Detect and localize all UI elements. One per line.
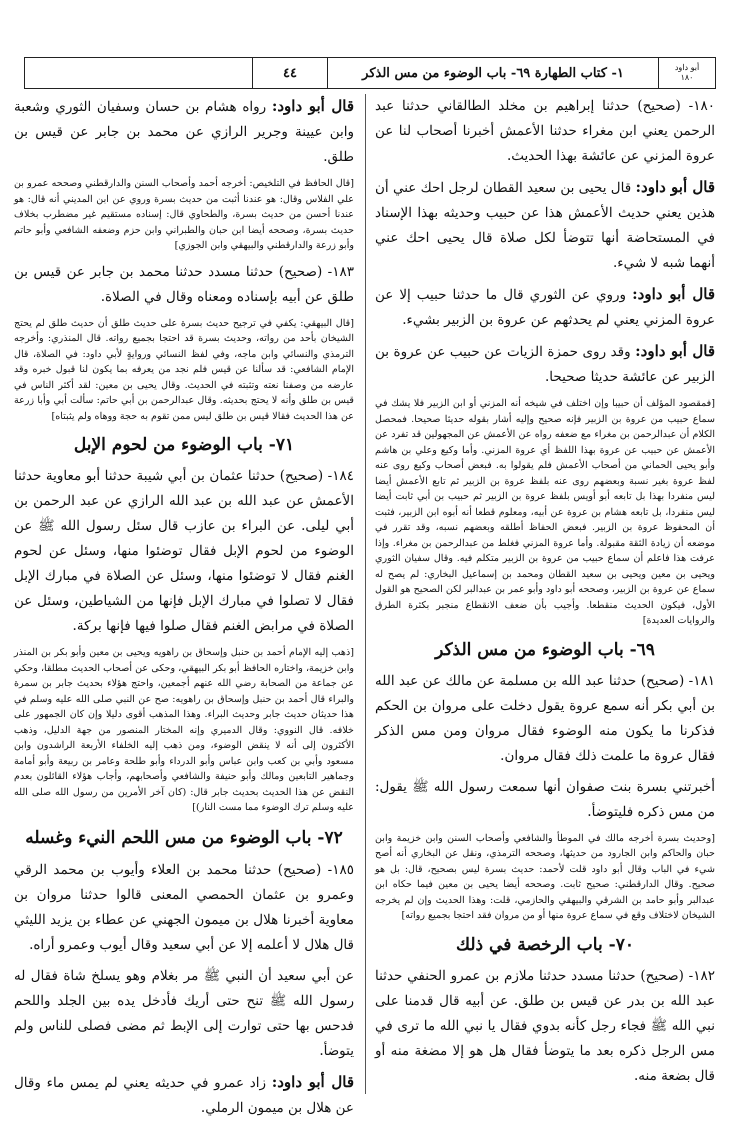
- chapter-heading-72: ٧٢- باب الوضوء من مس اللحم النيء وغسله: [25, 827, 343, 848]
- abu-dawud-remark: [375, 339, 715, 390]
- hadith-183: ١٨٣- (صحيح) حدثنا مسدد حدثنا محمد بن جابر عن قيس بن طلق عن أبيه بإسناده ومعناه وقال في الصلاة.: [14, 263, 354, 305]
- commentary-180: [فمقصود المؤلف أن حبيبا وإن اختلف في شيخه أنه المزني أو ابن الزبير فلا يشك في سماع حبيب من عروة بن الزبير فإنه صحيح وإليه أشار بقوله حديثا صحيحا. فمحصل الكلام أن عبدالرحمن بن مغراء مع ضعفه رواه عن الأعمش عن المجهولين قد تفرد عن الأعمش عن حبيب عن عروة بهذا اللفظ أي عروة المزني. وأما وكيع وعلي بن هاشم وأبو يحيى الحماني من أصحاب الأعمش فلم يقولوا به. فبعض أصحاب وكيع روى عنه لفظ عروة بغير نسبة وبعضهم روى عنه بلفظ عروة بن الزبير ثم تابع الأعمش أيضا ليس منفردا بهذا بل تابعه أبو أويس بلفظ عروة بن الزبير ثم حبيب بن أبي ثابت أيضا ليس منفردا، بل تابعه هشام بن عروة عن أبيه، ومعلوم قطعا أنه أبوه ابن الزبير، فثبت أن المحفوظ عروة بن الزبير. فبعض الحفاظ أطلقه وبعضهم نسبه، وقد تقرر في موضعه أن زيادة الثقة مقبولة. وأما عروة المزني فغلط من عبدالرحمن بن مغراء. وإذا عرفت هذا فاعلم أن سماع حبيب من عروة بن الزبير متكلم فيه. وقال سفيان الثوري ويحيى بن معين ويحيى بن سعيد القطان ومحمد بن إسماعيل البخاري: لم يصح له سماع عن عروة بن الزبير، وصححه أبو داود وأبو عمر بن عبدالبر لكن الصحيح هو القول الأول، فيكون الحديث منقطعا. وأجيب بأن ضعف الانقطاع منجبر بكثرة الطرق والروايات العديدة]: [375, 398, 715, 626]
- abu-dawud-remark: [14, 1070, 354, 1121]
- hadith-180: ١٨٠- (صحيح) حدثنا إبراهيم بن مخلد الطالقاني حدثنا عبد الرحمن يعني ابن مغراء حدثنا الأعمش أخبرنا أصحاب لنا عن عروة المزني عن عائشة بهذا الحديث.: [375, 98, 715, 164]
- header-empty-cell: [25, 58, 252, 88]
- hadith-181: ١٨١- (صحيح) حدثنا عبد الله بن مسلمة عن مالك عن عبد الله بن أبي بكر أنه سمع عروة يقول دخلت على مروان بن الحكم فذكرنا ما يكون منه الوضوء فقال مروان ومن مس الذكر فقال عروة ما علمت ذلك فقال مروان.: [375, 672, 715, 764]
- abu-dawud-label: قال أبو داود:: [635, 342, 715, 360]
- remark-text: قال يحيى بن سعيد القطان لرجل احك عني أن هذين يعني حديث الأعمش هذا عن حبيب وحديثه بهذا الإسناد في المستحاضة أنها تتوضأ لكل صلاة قال يحيى احك عني أنهما شبه لا شيء.: [375, 180, 715, 271]
- commentary-183: [قال البيهقي: يكفي في ترجيح حديث بسرة على حديث طلق أن حديث طلق لم يحتج الشيخان بأحد من رواته، وحديث بسرة قد احتجا بجميع رواته. قال المنذري: وأخرجه الترمذي والنسائي وابن ماجه، وفي لفظ النسائي وروايةٍ لأبي داود: في الصلاة، قال الإمام الشافعي: قد سألنا عن قيس فلم نجد من يعرفه بما يكون لنا قبول خبره وقد عارضه من وصفنا نعته وتثبته في الحديث. وقال يحيى بن معين: لقد أكثر الناس في قيس بن طلق وأنه لا يحتج بحديثه. وقال عبدالرحمن بن أبي حاتم: سألت أبي وأبا زرعة عن هذا الحديث فقالا قيس بن طلق ليس ممن تقوم به حجة ووهاه ولم يثبتاه]: [14, 317, 354, 422]
- header-book-cell: [658, 58, 715, 88]
- remark-text: زاد عمرو في حديثه يعني لم يمس ماء وقال عن هلال بن ميمون الرملي.: [14, 1074, 354, 1116]
- header-book-name: أبو داود: [674, 63, 700, 72]
- hadith-181-text: أخبرتني بسرة بنت صفوان أنها سمعت رسول الله ﷺ يقول: من مس ذكره فليتوضأ.: [375, 778, 715, 820]
- chapter-heading-71: ٧١- باب الوضوء من لحوم الإبل: [73, 435, 295, 455]
- remark-text: وقد روى حمزة الزيات عن حبيب عن عروة بن الزبير عن عائشة حديثا صحيحا.: [375, 344, 715, 385]
- header-title: ١- كتاب الطهارة ٦٩- باب الوضوء من مس الذكر: [327, 58, 658, 88]
- abu-dawud-label: قال أبو داود:: [271, 1072, 354, 1091]
- abu-dawud-label: قال أبو داود:: [635, 178, 716, 196]
- hadith-182: ١٨٢- (صحيح) حدثنا مسدد حدثنا ملازم بن عمرو الحنفي حدثنا عبد الله بن بدر عن قيس بن طلق. عن أبيه قال قدمنا على نبي الله ﷺ فجاء رجل كأنه بدوي فقال يا نبي الله ما ترى في مس الرجل ذكره بعد ما يتوضأ فقال هل هو إلا مضغة منه أو قال بضعة منه.: [375, 967, 715, 1084]
- remark-text: رواه هشام بن حسان وسفيان الثوري وشعبة وابن عيينة وجرير الرازي عن محمد بن جابر عن قيس بن طلق.: [14, 99, 354, 165]
- hadith-185-text: عن أبي سعيد أن النبي ﷺ مر بغلام وهو يسلخ شاة فقال له رسول الله ﷺ تنح حتى أريك فأدخل يده بين الجلد واللحم فدحس بها حتى توارت إلى الإبط ثم مضى فصلى للناس ولم يتوضأ.: [14, 967, 354, 1059]
- abu-dawud-remark: [375, 175, 715, 276]
- left-column: [14, 94, 354, 1127]
- hadith-184: ١٨٤- (صحيح) حدثنا عثمان بن أبي شيبة حدثنا أبو معاوية حدثنا الأعمش عن عبد الله بن عبد الله الرازي عن عبد الرحمن بن أبي ليلى. عن البراء بن عازب قال سئل رسول الله ﷺ عن الوضوء من لحوم الإبل فقال توضئوا منها، وسئل عن لحوم الغنم فقال لا توضئوا منها، وسئل عن الصلاة في مبارك الإبل فقال لا تصلوا في مبارك الإبل فإنها من الشياطين، وسئل عن الصلاة في مرابض الغنم فقال صلوا فيها فإنها بركة.: [14, 468, 354, 634]
- header-page-num-box: ٤٤: [252, 58, 327, 88]
- right-column: [375, 94, 715, 1095]
- commentary-182: [قال الحافظ في التلخيص: أخرجه أحمد وأصحاب السنن والدارقطني وصححه عمرو بن علي الفلاس وقال: هو عندنا أثبت من حديث بسرة وروي عن ابن المديني أنه قال: هو عندنا أحسن من حديث بسرة، والطحاوي قال: إسناده مستقيم غير مضطرب بخلاف حديث بسرة، وصححه أيضا ابن حبان والطبراني وابن حزم وضعفه الشافعي وأبو حاتم وأبو زرعة والدارقطني والبيهقي وابن الجوزي]: [14, 178, 354, 251]
- abu-dawud-label: قال أبو داود:: [271, 97, 355, 115]
- remark-text: وروي عن الثوري قال ما حدثنا حبيب إلا عن عروة المزني يعني لم يحدثهم عن عروة بن الزبير بشيء.: [375, 287, 715, 328]
- chapter-heading-70: ٧٠- باب الرخصة في ذلك: [456, 934, 634, 955]
- page-header: [24, 57, 716, 89]
- header-page-number: ١٨٠: [680, 73, 694, 82]
- abu-dawud-remark: [375, 282, 715, 333]
- chapter-heading-69: ٦٩- باب الوضوء من مس الذكر: [435, 639, 655, 660]
- column-divider: [365, 94, 366, 1094]
- commentary-181: [وحديث بسرة أخرجه مالك في الموطأ والشافعي وأصحاب السنن وابن خزيمة وابن حبان والحاكم وابن الجارود من حديثها، وصححه الترمذي، ونقل عن البخاري أنه أصح شيء في الباب وقال أبو داود قلت لأحمد: حديث بسرة ليس بصحيح، قال: بل هو صحيح. وقال الدارقطني: صحيح ثابت. وصححه أيضا يحيى بن معين فيما حكاه ابن عبدالبر وأبو حامد بن الشرقي والبيهقي والحازمي، قلت: وهذا الحديث وإن لم يخرجه الشيخان لاختلاف وقع في سماع عروة منها أو من مروان فقد احتجا بجميع رواته]: [375, 832, 715, 921]
- abu-dawud-label: قال أبو داود:: [632, 285, 716, 303]
- hadith-185: ١٨٥- (صحيح) حدثنا محمد بن العلاء وأيوب بن محمد الرقي وعمرو بن عثمان الحمصي المعنى قالوا حدثنا مروان بن معاوية أخبرنا هلال بن ميمون الجهني عن عطاء بن يزيد الليثي قال هلال لا أعلمه إلا عن أبي سعيد وقال أيوب وعمرو أراه.: [14, 861, 354, 953]
- commentary-184: [ذهب إليه الإمام أحمد بن حنبل وإسحاق بن راهويه ويحيى بن معين وأبو بكر بن المنذر وابن خزيمة، واختاره الحافظ أبو بكر البيهقي، وحكى عن أصحاب الحديث مطلقا، وحكي عن جماعة من الصحابة رضي الله عنهم أجمعين، واحتج هؤلاء بحديث جابر بن سمرة والبراء قال أحمد بن حنبل وإسحاق بن راهويه: صح عن النبي صلى الله عليه وسلم في هذا حديثان حديث جابر وحديث البراء. وهذا المذهب أقوى دليلا وإن كان الجمهور على خلافه. قال النووي: وقال الدميري وإنه المختار المنصور من جهة الدليل، وذهب الأكثرون إلى أنه لا ينقض الوضوء، ومن ذهب إليه الخلفاء الأربعة الراشدون وابن مسعود وأبي بن كعب وابن عباس وأبو الدرداء وأبو طلحة وعامر بن ربيعة وأبو أمامة وجماهير التابعين ومالك وأبو حنيفة والشافعي وأصحابهم، وأجاب هؤلاء القائلون بعدم النقض عن هذا الحديث بحديث جابر قال: (كان آخر الأمرين من رسول الله صلى الله عليه وسلم ترك الوضوء مما مست النار)]: [14, 647, 354, 813]
- abu-dawud-remark: [14, 94, 354, 170]
